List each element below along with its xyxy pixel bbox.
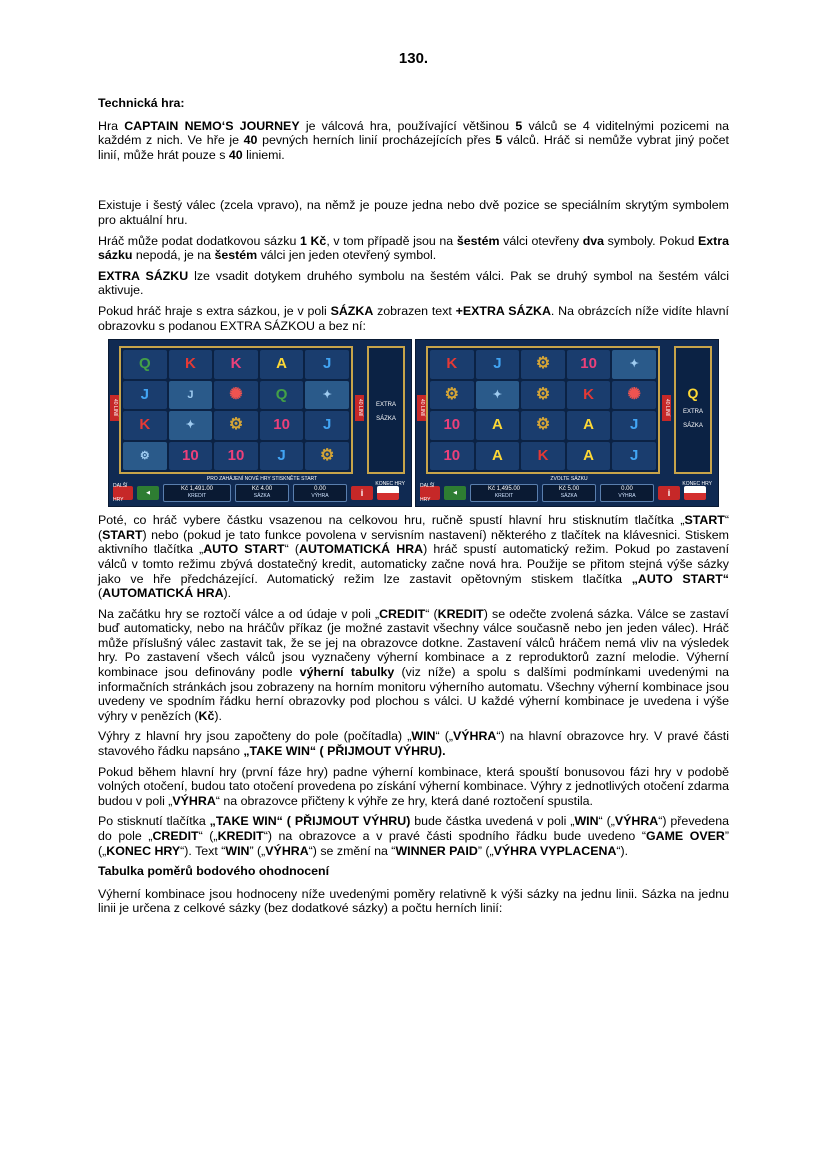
- paragraph-win-counter: Výhry z hlavní hry jsou započteny do pole (počítadla) „WIN“ („VÝHRA“) na hlavní obrazovce hry. V pravé části stavového řádku napsáno „TAKE WIN“ ( PŘIJMOUT VÝHRU).: [98, 729, 730, 759]
- game-screenshot-without-extra-bet: [415, 339, 719, 507]
- reel-symbol: 10: [214, 442, 258, 471]
- sound-icon[interactable]: ◀: [137, 486, 159, 500]
- paragraph-extra-bet: Hráč může podat dodatkovou sázku 1 Kč, v tom případě jsou na šestém válci otevřeny dva symboly. Pokud Extra sázku nepodá, je na šestém válci jen jeden otevřený symbol.: [98, 233, 729, 263]
- sound-icon[interactable]: ◀: [444, 486, 466, 500]
- reel-symbol: 10: [260, 411, 304, 440]
- credit-field: Kč 1,491.00 KREDIT: [163, 484, 231, 502]
- section-heading-technical-game: Technická hra:: [98, 96, 185, 110]
- game-bottom-bar: [113, 483, 407, 503]
- paragraph-extra-bet-touch: EXTRA SÁZKU lze vsadit dotykem druhého symbolu na šestém válci. Pak se druhý symbol na šestém válci aktivuje.: [98, 268, 730, 298]
- game-screenshots: [108, 339, 719, 507]
- paragraph-paytable-intro: Výherní kombinace jsou hodnoceny níže uvedenými poměry relativně k výši sázky na jednu linii. Sázka na jednu linii je určena z celkové sázky (bez dodatkové sázky) a počtu herních linií:: [98, 886, 729, 916]
- info-button[interactable]: i: [351, 486, 373, 500]
- reel-symbol: 10: [430, 442, 474, 471]
- lines-badge-left: 40 LINIÍ: [417, 395, 426, 421]
- sixth-reel-label: EXTRA SÁZKA: [682, 408, 703, 430]
- more-games-button[interactable]: DALŠÍ HRY: [420, 486, 440, 500]
- win-field: 0.00 VÝHRA: [293, 484, 347, 502]
- reel-symbol: 10: [430, 411, 474, 440]
- reel-symbol: ⚙: [214, 411, 258, 440]
- section-heading-paytable: Tabulka poměrů bodového ohodnocení: [98, 864, 330, 879]
- reel-symbol: K: [521, 442, 565, 471]
- reel-symbol: ⚙: [521, 381, 565, 410]
- bet-field[interactable]: Kč 4.00 SÁZKA: [235, 484, 289, 502]
- reel-symbol: ✺: [612, 381, 656, 410]
- reel-symbol: 10: [169, 442, 213, 471]
- reel-symbol: J: [169, 381, 213, 410]
- paragraph-extra-bet-display: Pokud hráč hraje s extra sázkou, je v poli SÁZKA zobrazen text +EXTRA SÁZKA. Na obrázcích níže vidíte hlavní obrazovku s podanou EXTRA SÁZKOU a bez ní:: [98, 303, 730, 333]
- reel-symbol: A: [260, 350, 304, 379]
- reel-symbol: ⚙: [430, 381, 474, 410]
- reel-symbol: J: [123, 381, 167, 410]
- reel-symbol: ✦: [476, 381, 520, 410]
- paragraph-bonus: Pokud během hlavní hry (první fáze hry) padne výherní kombinace, která spouští bonusovou fázi hry v podobě volných otočení, budou tato otočení provedena po získání výherní kombinace. Výhry z jednotlivých otočení zdarma budou v poli „VÝHRA“ na obrazovce přičteny k výhře ze hry, která dané roztočení spustila.: [98, 764, 729, 808]
- reel-symbol: 10: [567, 350, 611, 379]
- sixth-reel[interactable]: [367, 346, 405, 474]
- reel-symbol: ⚙: [521, 350, 565, 379]
- sixth-reel-label: EXTRA SÁZKA: [375, 401, 396, 423]
- lines-badge-right: 40 LINIÍ: [355, 395, 364, 421]
- reel-symbol: A: [567, 442, 611, 471]
- lines-badge-left: 40 LINIÍ: [110, 395, 119, 421]
- reel-symbol: J: [612, 411, 656, 440]
- lines-badge-right: 40 LINIÍ: [662, 395, 671, 421]
- reel-symbol: K: [430, 350, 474, 379]
- reel-symbol: A: [476, 442, 520, 471]
- credit-field: Kč 1,495.00 KREDIT: [470, 484, 538, 502]
- reel-symbol: K: [123, 411, 167, 440]
- more-games-button[interactable]: DALŠÍ HRY: [113, 486, 133, 500]
- reel-symbol: J: [612, 442, 656, 471]
- reel-symbol: ✦: [169, 411, 213, 440]
- paragraph-reels-spin: Na začátku hry se roztočí válce a od údaje v poli „CREDIT“ (KREDIT) se odečte zvolená sázka. Válce se zastaví buď automaticky, nebo na hráčův příkaz (je možné zastavit všechny válce současně nebo jen jeden válec). Hráč může příslušný válec zastavit tak, že se jej na obrazovce dotkne. Zastavení válců hráčem nemá vliv na výsledek hry. Po zastavení všech válců jsou vyznačeny výherní kombinace a z reproduktorů zazní melodie. Výherní kombinace jsou definovány podle výherní tabulky (viz níže) a spolu s dalšími podmínkami uvedenými na informačních stránkách jsou zobrazeny na horním monitoru výherního automatu. Všechny výherní kombinace jsou uvedeny ve spodním řádku herní obrazovky pod plochou s válci. U každé výherní kombinace je uvedena i výše výhry v penězích (Kč).: [98, 606, 730, 723]
- reel-symbol: Q: [123, 350, 167, 379]
- reel-grid[interactable]: [119, 346, 353, 474]
- game-over-label: KONEC HRY: [375, 481, 405, 488]
- reel-symbol: K: [169, 350, 213, 379]
- reel-symbol: ✦: [305, 381, 349, 410]
- reel-symbol: ✺: [214, 381, 258, 410]
- reel-symbol: ⚙: [521, 411, 565, 440]
- reel-symbol: A: [476, 411, 520, 440]
- paragraph-intro: Hra CAPTAIN NEMO‘S JOURNEY je válcová hra, používající většinou 5 válců se 4 viditelnými pozicemi na každém z nich. Ve hře je 40 pevných herních linií procházejících přes 5 válců. Hráč si nemůže vybrat jiný počet linií, může hrát pouze s 40 liniemi.: [98, 118, 729, 162]
- reel-symbol: ⚙: [305, 442, 349, 471]
- reel-symbol: ✦: [612, 350, 656, 379]
- document-body: [98, 96, 729, 922]
- reel-symbol: J: [305, 411, 349, 440]
- win-field: 0.00 VÝHRA: [600, 484, 654, 502]
- paragraph-sixth-reel: Existuje i šestý válec (zcela vpravo), na němž je pouze jedna nebo dvě pozice se speciálním skrytým symbolem pro aktuální hru.: [98, 198, 729, 227]
- sixth-reel-symbol: Q: [687, 385, 699, 402]
- reel-symbol: Q: [260, 381, 304, 410]
- reel-symbol: K: [214, 350, 258, 379]
- reel-grid[interactable]: [426, 346, 660, 474]
- game-bottom-bar: [420, 483, 714, 503]
- game-over-label: KONEC HRY: [682, 481, 712, 488]
- status-message: PRO ZAHÁJENÍ NOVÉ HRY STISKNĚTE START: [206, 476, 318, 483]
- reel-symbol: K: [567, 381, 611, 410]
- reel-symbol: J: [260, 442, 304, 471]
- sixth-reel[interactable]: [674, 346, 712, 474]
- reel-symbol: ⚙: [123, 442, 167, 471]
- reel-symbol: J: [476, 350, 520, 379]
- reel-symbol: A: [567, 411, 611, 440]
- game-screenshot-with-extra-bet: [108, 339, 412, 507]
- paragraph-take-win: Po stisknutí tlačítka „TAKE WIN“ ( PŘIJMOUT VÝHRU) bude částka uvedená v poli „WIN“ („VÝHRA“) převedena do pole „CREDIT“ („KREDIT“) na obrazovce a v pravé části spodního řádku bude uvedeno “GAME OVER” („KONEC HRY“). Text “WIN” („VÝHRA“) se změní na “WINNER PAID” („VÝHRA VYPLACENA“).: [98, 814, 729, 858]
- page-number: 130.: [398, 50, 429, 67]
- reel-symbol: J: [305, 350, 349, 379]
- status-message: ZVOLTE SÁZKU: [550, 476, 588, 483]
- bet-field[interactable]: Kč 5.00 SÁZKA: [542, 484, 596, 502]
- paragraph-start-game: Poté, co hráč vybere částku vsazenou na celkovou hru, ručně spustí hlavní hru stisknutím tlačítka „START“ (START) nebo (pokud je tato funkce povolena v servisním nastavení) některého z tlačítek na klávesnici. Stiskem aktivního tlačítka „AUTO START“ (AUTOMATICKÁ HRA) hráč spustí automatický režim. Pokud po zastavení válců v tomto režimu zbývá dostatečný kredit, automaticky začne nová hra. Použije se přitom stejná výše sázky jako ve hře předcházející. Automatický režim lze zastavit opětovným stiskem tlačítka „AUTO START“ (AUTOMATICKÁ HRA).: [98, 513, 730, 601]
- info-button[interactable]: i: [658, 486, 680, 500]
